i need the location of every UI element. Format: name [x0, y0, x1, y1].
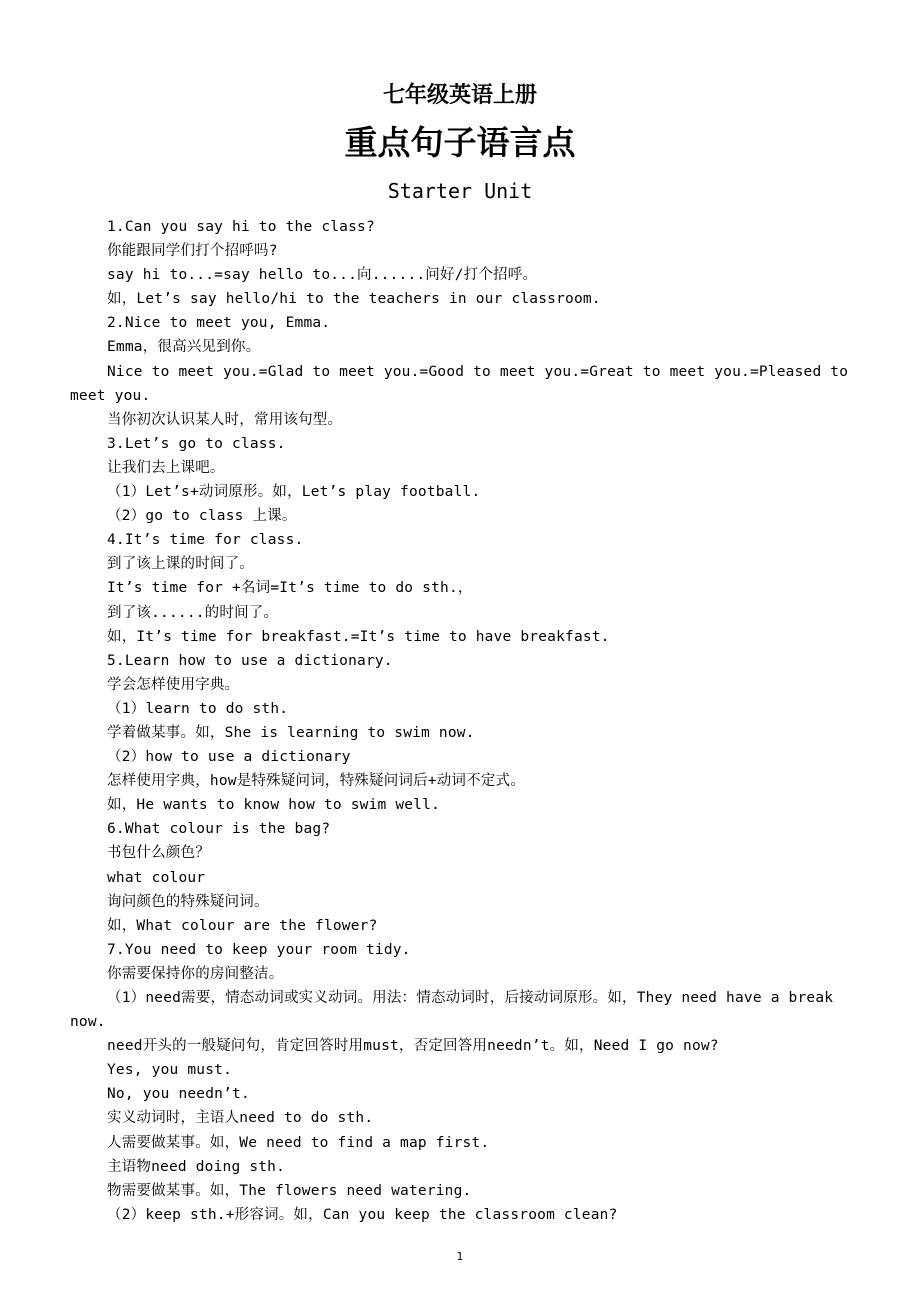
- line-31: 你需要保持你的房间整洁。: [107, 965, 284, 982]
- line-28: 询问颜色的特殊疑问词。: [107, 893, 269, 910]
- line-7: Nice to meet you.=Glad to meet you.=Good to meet you.=Great to meet you.=Pleased to meet you.: [70, 363, 849, 404]
- line-39: 物需要做某事。如，The flowers need watering.: [107, 1182, 472, 1199]
- line-24: 如，He wants to know how to swim well.: [107, 797, 441, 814]
- line-35: No, you needn’t.: [107, 1086, 250, 1103]
- line-30: 7.You need to keep your room tidy.: [107, 941, 411, 958]
- line-12: （2）go to class 上课。: [107, 508, 297, 525]
- line-4: 如，Let’s say hello/hi to the teachers in our classroom.: [107, 291, 601, 308]
- document-title: 重点句子语言点: [344, 123, 576, 162]
- line-25: 6.What colour is the bag?: [107, 821, 331, 838]
- line-26: 书包什么颜色？: [107, 845, 210, 862]
- line-20: （1）learn to do sth.: [107, 700, 289, 717]
- line-10: 让我们去上课吧。: [107, 459, 225, 476]
- line-13: 4.It’s time for class.: [107, 532, 304, 549]
- line-5: 2.Nice to meet you, Emma.: [107, 315, 331, 332]
- line-6: Emma，很高兴见到你。: [107, 339, 261, 356]
- line-40: （2）keep sth.+形容词。如，Can you keep the classroom clean?: [107, 1206, 618, 1223]
- line-37: 人需要做某事。如，We need to find a map first.: [107, 1134, 490, 1151]
- line-38: 主语物need doing sth.: [107, 1158, 286, 1175]
- line-27: what colour: [107, 869, 206, 886]
- line-29: 如，What colour are the flower?: [107, 917, 378, 934]
- line-16: 到了该......的时间了。: [107, 604, 279, 621]
- page-number: 1: [456, 1250, 464, 1263]
- line-9: 3.Let’s go to class.: [107, 435, 286, 452]
- unit-heading: Starter Unit: [387, 179, 533, 203]
- line-14: 到了该上课的时间了。: [107, 556, 254, 573]
- line-1: 1.Can you say hi to the class?: [107, 219, 375, 235]
- line-3: say hi to...=say hello to...向......问好/打个招呼。: [107, 267, 538, 284]
- line-8: 当你初次认识某人时，常用该句型。: [107, 411, 343, 428]
- line-21: 学着做某事。如，She is learning to swim now.: [107, 724, 475, 741]
- line-2: 你能跟同学们打个招呼吗?: [107, 243, 278, 260]
- line-18: 5.Learn how to use a dictionary.: [107, 652, 393, 669]
- line-36: 实义动词时，主语人need to do sth.: [107, 1110, 374, 1127]
- line-33: need开头的一般疑问句，肯定回答时用must，否定回答用needn’t。如，Need I go now?: [107, 1038, 719, 1055]
- line-34: Yes, you must.: [107, 1062, 233, 1079]
- line-22: （2）how to use a dictionary: [107, 749, 351, 766]
- line-19: 学会怎样使用字典。: [107, 676, 240, 693]
- document-subtitle: 七年级英语上册: [382, 83, 537, 108]
- line-23: 怎样使用字典，how是特殊疑问词，特殊疑问词后+动词不定式。: [107, 773, 525, 790]
- line-15: It’s time for +名词=It’s time to do sth.，: [107, 580, 473, 597]
- line-17: 如，It’s time for breakfast.=It’s time to have breakfast.: [107, 628, 610, 645]
- document-body: [70, 215, 855, 1227]
- line-32: （1）need需要，情态动词或实义动词。用法：情态动词时，后接动词原形。如，They need have a break now.: [70, 990, 834, 1031]
- line-11: （1）Let’s+动词原形。如，Let’s play football.: [107, 484, 481, 501]
